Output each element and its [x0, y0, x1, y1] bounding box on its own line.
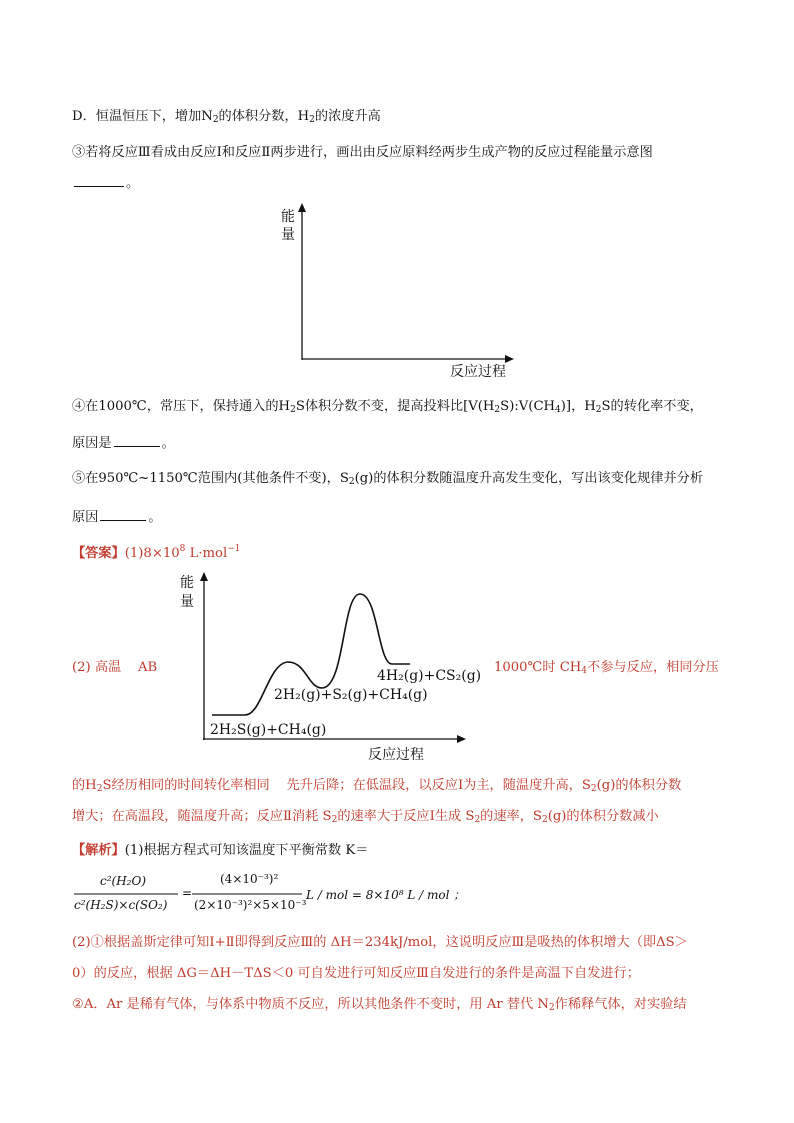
- text: 的速率大于反应Ⅰ生成 S: [337, 809, 475, 824]
- text: (2)①根据盖斯定律可知Ⅰ+Ⅱ即得到反应Ⅲ的 ΔH＝234kJ/mol，这说明反应Ⅲ是吸热的体积增大（即ΔS＞: [72, 935, 688, 950]
- text: S):V(CH: [500, 399, 556, 414]
- chart2-xlabel: 反应过程: [368, 747, 424, 763]
- chart1-xlabel: 反应过程: [450, 364, 506, 380]
- subscript: 2: [348, 477, 355, 487]
- equals-sign: =: [182, 886, 193, 900]
- text: 的浓度升高: [314, 109, 381, 124]
- subscript: 4: [581, 666, 588, 676]
- text: 增大；在高温段，随温度升高；反应Ⅱ消耗 S: [72, 809, 332, 824]
- chart2-ylabel-1: 能: [180, 575, 194, 591]
- analysis-line-2: [72, 934, 688, 952]
- subscript: 2: [290, 405, 296, 415]
- text: ③若将反应Ⅲ看成由反应Ⅰ和反应Ⅱ两步进行，画出由反应原料经两步生成产物的反应过程能量示意图: [72, 145, 653, 160]
- text: (2) 高温: [72, 660, 122, 675]
- subscript: 2: [212, 115, 219, 125]
- subscript: 2: [474, 815, 481, 825]
- text: 原因: [72, 510, 99, 525]
- subscript: 2: [595, 405, 602, 415]
- text: 不参与反应，相同分压: [587, 660, 719, 675]
- subscript: 2: [96, 784, 103, 794]
- text: ⑤在950℃~1150℃范围内(其他条件不变)，S: [72, 471, 349, 486]
- text: D．恒温恒压下，增加N: [72, 109, 213, 124]
- formula-result: L / mol = 8×10⁸ L / mol ；: [306, 888, 466, 902]
- text: )]，H: [560, 399, 596, 414]
- text: S体积分数不变，提高投料比[V(H: [295, 399, 495, 414]
- subscript: 4: [555, 405, 561, 415]
- text: 先升后降；在低温段，以反应Ⅰ为主，随温度升高，S: [286, 778, 591, 793]
- text: (1)8×10: [124, 546, 180, 561]
- text: 。: [148, 510, 162, 525]
- text: 作稀释气体，对实验结: [554, 997, 687, 1012]
- text: ②A．Ar 是稀有气体，与体系中物质不反应，所以其他条件不变时，用 Ar 替代 N: [72, 997, 549, 1012]
- chart1-ylabel-2: 量: [281, 227, 295, 243]
- text: L·mol: [189, 546, 228, 561]
- text: 的H: [72, 778, 97, 793]
- text: (1)根据方程式可知该温度下平衡常数 K＝: [124, 843, 369, 858]
- analysis-tag: 【解析】: [72, 843, 125, 858]
- subscript: 2: [541, 815, 548, 825]
- text: AB: [138, 660, 158, 675]
- text: (g)的体积分数随温度升高发生变化，写出该变化规律并分析: [354, 471, 704, 486]
- level-label-reactants: 2H₂S(g)+CH₄(g): [210, 722, 327, 738]
- level-label-products: 4H₂(g)+CS₂(g): [377, 668, 482, 684]
- subscript: 2: [331, 815, 338, 825]
- subscript: 2: [309, 115, 315, 125]
- answer-tag: 【答案】: [72, 546, 125, 561]
- denominator-left: c²(H₂S)×c(SO₂): [74, 898, 168, 912]
- numerator-right: (4×10⁻³)²: [220, 872, 279, 886]
- chart1-ylabel-1: 能: [281, 209, 295, 225]
- text: 。: [126, 176, 140, 191]
- denominator-right: (2×10⁻³)²×5×10⁻³: [194, 898, 307, 912]
- text: 1000℃时 CH: [494, 660, 582, 675]
- level-label-intermediate: 2H₂(g)+S₂(g)+CH₄(g): [274, 687, 428, 703]
- chart2-ylabel-2: 量: [180, 594, 194, 610]
- text: 原因是: [72, 436, 112, 451]
- superscript: 8: [179, 544, 186, 554]
- text: (g)的体积分数减小: [547, 809, 659, 824]
- text: S经历相同的时间转化率相同: [102, 778, 270, 793]
- text: S的转化率不变，: [601, 399, 703, 414]
- subscript: 2: [494, 405, 501, 415]
- text: 。: [161, 436, 175, 451]
- analysis-line-4: [72, 996, 687, 1017]
- subscript: 2: [548, 1003, 555, 1013]
- text: (g)的体积分数: [596, 778, 682, 793]
- superscript: −1: [227, 544, 241, 554]
- subscript: 2: [590, 784, 597, 794]
- text: 0）的反应，根据 ΔG＝ΔH－TΔS＜0 可自发进行可知反应Ⅲ自发进行的条件是高温下自发进行；: [72, 966, 640, 981]
- text: 的速率，S: [480, 809, 542, 824]
- text: 的体积分数，H: [218, 109, 310, 124]
- text: ④在1000℃，常压下，保持通入的H: [72, 399, 291, 414]
- analysis-line-3: [72, 965, 640, 983]
- numerator-left: c²(H₂O): [100, 874, 147, 888]
